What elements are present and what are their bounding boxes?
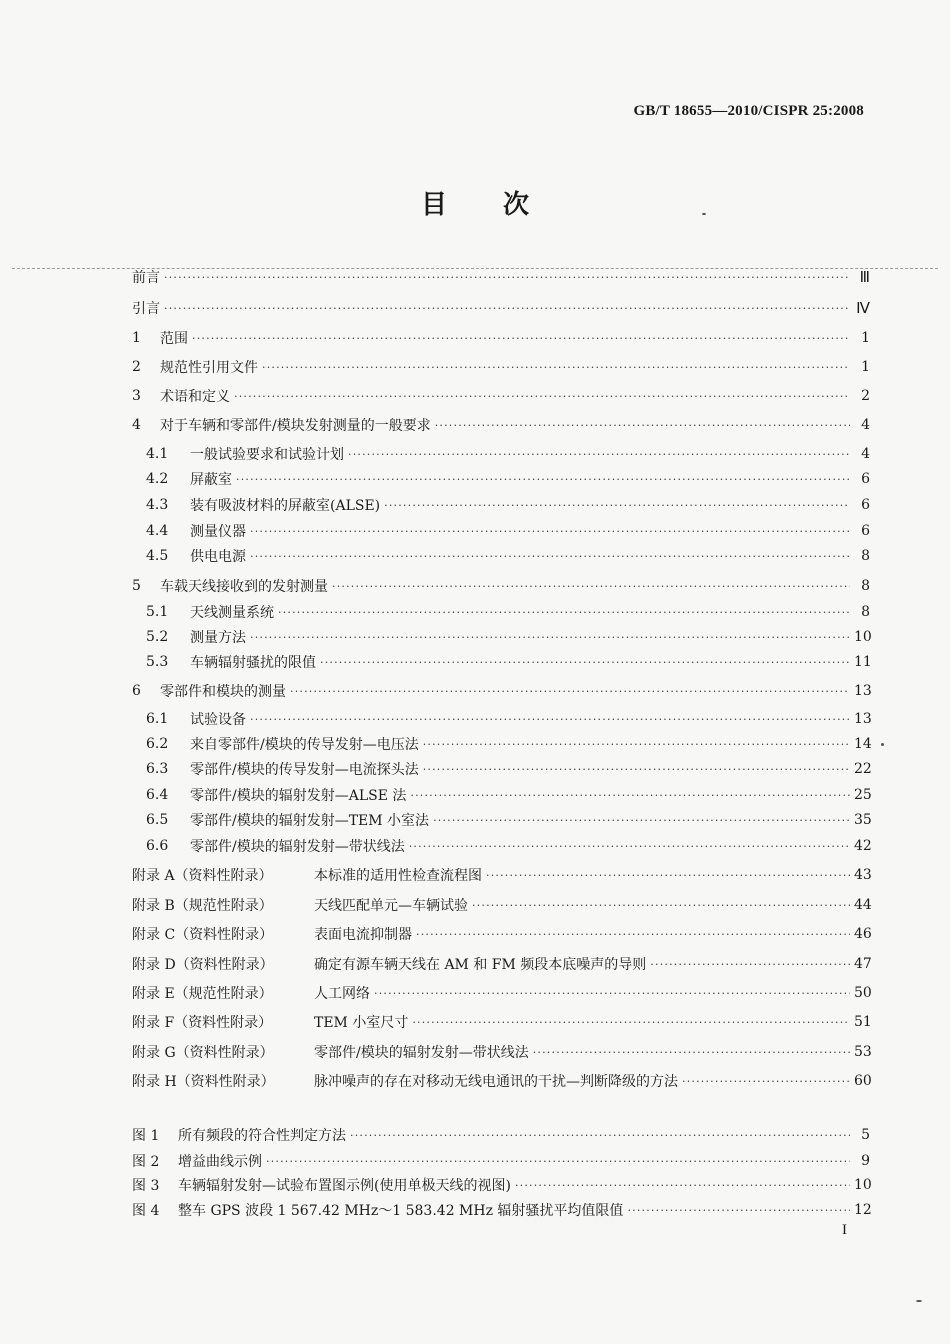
toc-leader-dots xyxy=(384,499,850,512)
toc-entry[interactable] xyxy=(146,520,870,542)
toc-entry[interactable] xyxy=(132,1011,870,1033)
toc-leader-dots xyxy=(350,1129,850,1142)
toc-entry[interactable] xyxy=(146,835,870,857)
toc-entry-title: 测量仪器 xyxy=(190,524,246,540)
toc-entry[interactable] xyxy=(132,414,870,436)
toc-entry-number: 附录 A（资料性附录） xyxy=(132,868,273,884)
toc-entry-number: 4.4 xyxy=(146,523,169,539)
toc-entry-title: 屏蔽室 xyxy=(190,472,232,488)
toc-entry-page: 11 xyxy=(854,654,872,670)
page-number: I xyxy=(842,1222,847,1238)
toc-leader-dots xyxy=(412,1016,850,1029)
toc-leader-dots xyxy=(627,1204,850,1217)
toc-leader-dots xyxy=(409,840,850,853)
toc-entry-page: 2 xyxy=(861,388,870,404)
toc-entry-page: 8 xyxy=(861,604,870,620)
toc-leader-dots xyxy=(410,789,850,802)
toc-entry-number: 6.3 xyxy=(146,761,169,777)
toc-entry-title: 天线匹配单元—车辆试验 xyxy=(314,898,468,914)
toc-entry-number: 图 1 xyxy=(132,1128,160,1144)
toc-entry[interactable] xyxy=(146,708,870,730)
toc-entry[interactable] xyxy=(146,651,870,673)
toc-entry-number: 2 xyxy=(132,359,141,375)
toc-entry-title: 规范性引用文件 xyxy=(160,360,258,376)
toc-entry-page: 8 xyxy=(861,548,870,564)
toc-entry[interactable] xyxy=(132,1150,870,1172)
toc-entry-title: 零部件/模块的传导发射—电流探头法 xyxy=(190,762,419,778)
toc-leader-dots xyxy=(486,869,850,882)
toc-leader-dots xyxy=(650,958,850,971)
toc-entry-number: 4.2 xyxy=(146,471,169,487)
toc-entry-number: 6.1 xyxy=(146,711,169,727)
toc-entry[interactable] xyxy=(132,864,870,886)
toc-entry-title: 试验设备 xyxy=(190,712,246,728)
toc-entry-title: 表面电流抑制器 xyxy=(314,927,412,943)
toc-entry-title: 本标准的适用性检查流程图 xyxy=(314,868,482,884)
toc-entry[interactable] xyxy=(146,468,870,490)
toc-entry-page: Ⅳ xyxy=(856,300,870,317)
toc-leader-dots xyxy=(435,419,850,432)
toc-entry-page: 53 xyxy=(854,1044,872,1060)
toc-entry[interactable] xyxy=(132,1124,870,1146)
toc-leader-dots xyxy=(290,685,850,698)
toc-entry[interactable] xyxy=(146,494,870,516)
toc-leader-dots xyxy=(192,332,850,345)
toc-entry-number: 附录 B（规范性附录） xyxy=(132,898,273,914)
toc-entry-page: 47 xyxy=(854,956,872,972)
scan-speck xyxy=(881,743,884,746)
toc-leader-dots xyxy=(278,606,850,619)
toc-entry[interactable] xyxy=(132,1199,870,1221)
toc-entry-title: 零部件/模块的辐射发射—ALSE 法 xyxy=(190,788,407,804)
toc-entry[interactable] xyxy=(146,545,870,567)
toc-entry-title: 范围 xyxy=(160,331,188,347)
toc-entry-title: 装有吸波材料的屏蔽室(ALSE) xyxy=(190,498,381,514)
toc-entry-title: 车辆辐射发射—试验布置图示例(使用单极天线的视图) xyxy=(178,1178,511,1194)
toc-entry[interactable] xyxy=(132,266,870,288)
toc-entry-page: 42 xyxy=(854,838,872,854)
toc-entry-title: 测量方法 xyxy=(190,630,246,646)
toc-entry[interactable] xyxy=(146,758,870,780)
toc-entry-page: 12 xyxy=(854,1202,872,1218)
toc-entry-number: 附录 F（资料性附录） xyxy=(132,1015,273,1031)
toc-entry-page: 10 xyxy=(854,1177,872,1193)
toc-leader-dots xyxy=(332,580,850,593)
toc-leader-dots xyxy=(320,656,850,669)
toc-entry[interactable] xyxy=(132,982,870,1004)
toc-entry[interactable] xyxy=(146,733,870,755)
toc-entry-number: 图 3 xyxy=(132,1178,160,1194)
toc-entry-number: 1 xyxy=(132,330,141,346)
toc-entry-number: 6 xyxy=(132,683,141,699)
toc-entry-page: 35 xyxy=(854,812,872,828)
toc-entry-title: TEM 小室尺寸 xyxy=(314,1015,409,1031)
toc-entry-page: 51 xyxy=(854,1014,872,1030)
toc-entry-page: 44 xyxy=(854,897,872,913)
toc-entry-title: 车辆辐射骚扰的限值 xyxy=(190,655,316,671)
toc-entry-page: 4 xyxy=(861,446,870,462)
toc-entry-number: 图 4 xyxy=(132,1203,160,1219)
toc-entry[interactable] xyxy=(132,297,870,319)
toc-entry-number: 3 xyxy=(132,388,141,404)
toc-entry[interactable] xyxy=(132,680,870,702)
toc-entry[interactable] xyxy=(132,385,870,407)
toc-leader-dots xyxy=(423,763,850,776)
toc-entry[interactable] xyxy=(146,784,870,806)
toc-entry-number: 5.1 xyxy=(146,604,169,620)
toc-leader-dots xyxy=(348,448,850,461)
toc-entry-page: 50 xyxy=(854,985,872,1001)
toc-entry-page: 4 xyxy=(861,417,870,433)
toc-entry-title: 术语和定义 xyxy=(160,389,230,405)
toc-entry-number: 6.4 xyxy=(146,787,169,803)
toc-leader-dots xyxy=(533,1046,850,1059)
toc-leader-dots xyxy=(515,1179,850,1192)
toc-leader-dots xyxy=(374,987,850,1000)
toc-leader-dots xyxy=(682,1075,850,1088)
toc-entry[interactable] xyxy=(132,1041,870,1063)
toc-entry[interactable] xyxy=(132,894,870,916)
toc-entry-number: 4.3 xyxy=(146,497,169,513)
toc-entry-title: 前言 xyxy=(132,270,160,286)
toc-entry[interactable] xyxy=(146,443,870,465)
toc-entry-number: 4.5 xyxy=(146,548,169,564)
toc-leader-dots xyxy=(266,1155,850,1168)
toc-entry-title: 引言 xyxy=(132,301,160,317)
toc-leader-dots xyxy=(416,928,850,941)
toc-entry-page: 22 xyxy=(854,761,872,777)
toc-entry-title: 零部件/模块的辐射发射—带状线法 xyxy=(190,839,405,855)
toc-leader-dots xyxy=(250,525,850,538)
toc-leader-dots xyxy=(433,814,850,827)
toc-entry-page: 6 xyxy=(861,523,870,539)
toc-entry[interactable] xyxy=(132,356,870,378)
toc-entry-number: 4.1 xyxy=(146,446,169,462)
toc-entry-page: 5 xyxy=(861,1127,870,1143)
toc-entry-title: 车载天线接收到的发射测量 xyxy=(160,579,328,595)
toc-entry-page: 8 xyxy=(861,578,870,594)
toc-entry-page: 1 xyxy=(861,330,870,346)
toc-entry-number: 5.3 xyxy=(146,654,169,670)
toc-entry-number: 5 xyxy=(132,578,141,594)
toc-entry-page: 60 xyxy=(854,1073,872,1089)
toc-entry-number: 6.6 xyxy=(146,838,169,854)
toc-entry-page: 9 xyxy=(861,1153,870,1169)
toc-entry[interactable] xyxy=(132,1174,870,1196)
toc-entry-title: 对于车辆和零部件/模块发射测量的一般要求 xyxy=(160,418,431,434)
toc-entry-title: 确定有源车辆天线在 AM 和 FM 频段本底噪声的导则 xyxy=(314,957,647,973)
toc-entry[interactable] xyxy=(132,327,870,349)
toc-leader-dots xyxy=(164,271,850,284)
toc-entry-title: 人工网络 xyxy=(314,986,370,1002)
toc-entry-number: 5.2 xyxy=(146,629,169,645)
toc-entry-title: 所有频段的符合性判定方法 xyxy=(178,1128,346,1144)
toc-entry-page: 14 xyxy=(854,736,872,752)
toc-entry-title: 来自零部件/模块的传导发射—电压法 xyxy=(190,737,419,753)
toc-entry-number: 附录 E（规范性附录） xyxy=(132,986,273,1002)
toc-entry-number: 6.5 xyxy=(146,812,169,828)
toc-entry[interactable] xyxy=(132,953,870,975)
toc-leader-dots xyxy=(234,390,850,403)
toc-entry-page: 13 xyxy=(854,683,872,699)
toc-entry-title: 零部件和模块的测量 xyxy=(160,684,286,700)
toc-leader-dots xyxy=(250,713,850,726)
toc-leader-dots xyxy=(164,302,850,315)
toc-entry-page: Ⅲ xyxy=(859,269,870,286)
page-title: 目次 xyxy=(420,190,585,220)
standard-code: GB/T 18655—2010/CISPR 25:2008 xyxy=(633,103,864,119)
toc-entry-page: 13 xyxy=(854,711,872,727)
toc-entry-number: 附录 C（资料性附录） xyxy=(132,927,274,943)
toc-entry[interactable] xyxy=(146,809,870,831)
toc-entry-title: 整车 GPS 波段 1 567.42 MHz～1 583.42 MHz 辐射骚扰平均值限值 xyxy=(178,1203,624,1219)
toc-entry-title: 零部件/模块的辐射发射—带状线法 xyxy=(314,1045,529,1061)
toc-entry-number: 6.2 xyxy=(146,736,169,752)
scan-speck xyxy=(916,1300,922,1302)
toc-entry-page: 10 xyxy=(854,629,872,645)
toc-entry-page: 25 xyxy=(854,787,872,803)
toc-entry-page: 6 xyxy=(861,471,870,487)
toc-entry-title: 脉冲噪声的存在对移动无线电通讯的干扰—判断降级的方法 xyxy=(314,1074,678,1090)
toc-entry[interactable] xyxy=(132,1070,870,1092)
toc-entry-title: 天线测量系统 xyxy=(190,605,274,621)
toc-entry-number: 4 xyxy=(132,417,141,433)
toc-entry-page: 43 xyxy=(854,867,872,883)
toc-entry-number: 附录 G（资料性附录） xyxy=(132,1045,274,1061)
toc-entry-page: 6 xyxy=(861,497,870,513)
toc-entry-number: 附录 D（资料性附录） xyxy=(132,957,274,973)
toc-entry-title: 一般试验要求和试验计划 xyxy=(190,447,344,463)
toc-entry[interactable] xyxy=(146,601,870,623)
toc-leader-dots xyxy=(236,473,850,486)
toc-entry-number: 附录 H（资料性附录） xyxy=(132,1074,275,1090)
scan-speck xyxy=(702,213,706,215)
toc-leader-dots xyxy=(262,361,850,374)
toc-entry-page: 1 xyxy=(861,359,870,375)
toc-entry-page: 46 xyxy=(854,926,872,942)
toc-leader-dots xyxy=(423,738,850,751)
toc-entry[interactable] xyxy=(146,626,870,648)
toc-leader-dots xyxy=(250,631,850,644)
toc-entry-title: 零部件/模块的辐射发射—TEM 小室法 xyxy=(190,813,430,829)
toc-leader-dots xyxy=(250,550,850,563)
toc-entry-title: 增益曲线示例 xyxy=(178,1154,262,1170)
toc-leader-dots xyxy=(472,899,850,912)
toc-entry[interactable] xyxy=(132,575,870,597)
toc-entry[interactable] xyxy=(132,923,870,945)
toc-entry-number: 图 2 xyxy=(132,1154,160,1170)
toc-entry-title: 供电电源 xyxy=(190,549,246,565)
